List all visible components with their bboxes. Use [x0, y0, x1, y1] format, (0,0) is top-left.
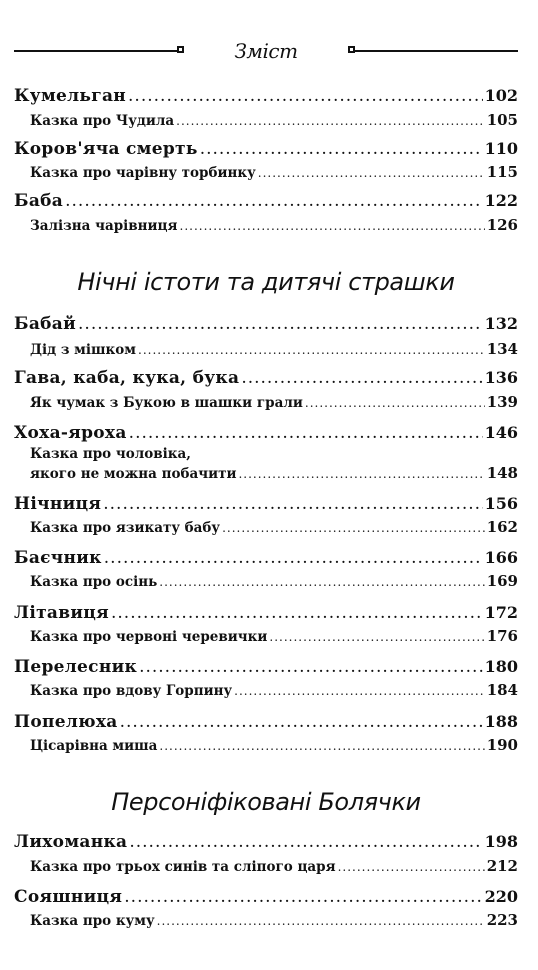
toc-subentry[interactable] — [14, 111, 518, 129]
entry-title: Гава, каба, кука, бука — [14, 368, 240, 388]
toc-subentry[interactable] — [14, 736, 518, 754]
dot-leader — [103, 494, 482, 514]
dot-leader — [104, 548, 483, 568]
toc-subentry[interactable] — [14, 393, 518, 411]
entry-page: 188 — [484, 712, 518, 731]
dot-leader — [139, 657, 483, 677]
entry-page: 110 — [484, 139, 518, 158]
dot-leader — [124, 887, 482, 907]
entry-title: Літавиця — [14, 603, 109, 623]
dot-leader — [241, 368, 482, 388]
entry-title: якого не можна побачити — [30, 466, 237, 482]
entry-title: Коров'яча смерть — [14, 139, 198, 159]
entry-page: 148 — [486, 464, 518, 482]
dot-leader — [159, 739, 484, 753]
entry-page: 136 — [484, 368, 518, 387]
toc-subentry[interactable] — [14, 464, 518, 482]
dot-leader — [138, 343, 485, 357]
entry-page: 126 — [486, 216, 518, 234]
entry-page: 132 — [484, 314, 518, 333]
left-ornament-rule — [14, 50, 182, 52]
toc-subentry[interactable] — [14, 857, 518, 875]
entry-page: 220 — [484, 887, 518, 906]
entry-title: Бабай — [14, 314, 77, 334]
ornament-square-icon — [177, 46, 184, 53]
entry-page: 190 — [486, 736, 518, 754]
entry-page: 223 — [486, 911, 518, 929]
toc-entry[interactable] — [14, 832, 518, 852]
toc-subentry[interactable] — [14, 572, 518, 590]
toc-subentry[interactable] — [14, 681, 518, 699]
entry-title: Хоха-яроха — [14, 423, 127, 443]
toc-subentry[interactable] — [14, 340, 518, 358]
toc-entry[interactable] — [14, 423, 518, 443]
toc-entry[interactable] — [14, 494, 518, 514]
dot-leader — [65, 191, 482, 211]
entry-page: 146 — [484, 423, 518, 442]
entry-page: 156 — [484, 494, 518, 513]
entry-page: 184 — [486, 681, 518, 699]
toc-entry[interactable] — [14, 603, 518, 623]
section-title: Нічні істоти та дитячі страшки — [77, 268, 455, 296]
entry-title: Казка про трьох синів та сліпого царя — [30, 859, 336, 875]
dot-leader — [111, 603, 483, 623]
entry-title: Казка про вдову Горпину — [30, 683, 233, 699]
dot-leader — [129, 423, 483, 443]
entry-title: Лихоманка — [14, 832, 128, 852]
entry-title: Дід з мішком — [30, 342, 136, 358]
toc-entry[interactable] — [14, 887, 518, 907]
entry-title: Казка про червоні черевички — [30, 629, 268, 645]
entry-title: Нічниця — [14, 494, 102, 514]
toc-entry[interactable] — [14, 712, 518, 732]
entry-title: Попелюха — [14, 712, 118, 732]
toc-subentry[interactable] — [14, 911, 518, 929]
entry-page: 122 — [484, 191, 518, 210]
entry-page: 166 — [484, 548, 518, 567]
dot-leader — [305, 396, 485, 410]
entry-title: Залізна чарівниця — [30, 218, 178, 234]
dot-leader — [78, 314, 483, 334]
toc-header — [14, 36, 518, 66]
dot-leader — [128, 86, 483, 106]
toc-subentry[interactable] — [14, 518, 518, 536]
dot-leader — [180, 219, 485, 233]
entry-title: Баєчник — [14, 548, 102, 568]
toc-entry[interactable] — [14, 657, 518, 677]
entry-title: Казка про язикату бабу — [30, 520, 221, 536]
dot-leader — [269, 630, 484, 644]
entry-title: Казка про осінь — [30, 574, 158, 590]
entry-title: Казка про Чудила — [30, 113, 175, 129]
dot-leader — [200, 139, 483, 159]
entry-page: 102 — [484, 86, 518, 105]
entry-page: 212 — [486, 857, 518, 875]
ornament-square-icon — [348, 46, 355, 53]
dot-leader — [258, 166, 485, 180]
toc-entry[interactable] — [14, 314, 518, 334]
dot-leader — [129, 832, 482, 852]
toc-entry[interactable] — [14, 139, 518, 159]
right-ornament-rule — [350, 50, 518, 52]
dot-leader — [157, 914, 485, 928]
toc-entry[interactable] — [14, 548, 518, 568]
dot-leader — [338, 860, 485, 874]
toc-subentry[interactable] — [14, 216, 518, 234]
dot-leader — [120, 712, 483, 732]
toc-subentry[interactable] — [14, 627, 518, 645]
entry-title: Сояшниця — [14, 887, 123, 907]
entry-page: 176 — [486, 627, 518, 645]
dot-leader — [234, 684, 485, 698]
entry-page: 162 — [486, 518, 518, 536]
dot-leader — [176, 114, 485, 128]
entry-page: 172 — [484, 603, 518, 622]
entry-page: 169 — [486, 572, 518, 590]
toc-entry[interactable] — [14, 86, 518, 106]
dot-leader — [222, 521, 485, 535]
section-title: Персоніфіковані Болячки — [111, 788, 421, 816]
entry-title: Як чумак з Букою в шашки грали — [30, 395, 303, 411]
dot-leader — [159, 575, 484, 589]
entry-title: Казка про чарівну торбинку — [30, 165, 256, 181]
dot-leader — [238, 467, 484, 481]
toc-subentry[interactable] — [14, 163, 518, 181]
toc-entry[interactable] — [14, 368, 518, 388]
entry-page: 180 — [484, 657, 518, 676]
entry-title: Перелесник — [14, 657, 138, 677]
entry-title: Баба — [14, 191, 64, 211]
entry-title: Цісарівна миша — [30, 738, 158, 754]
entry-page: 198 — [484, 832, 518, 851]
toc-entry[interactable] — [14, 191, 518, 211]
entry-page: 134 — [486, 340, 518, 358]
entry-title: Кумельган — [14, 86, 127, 106]
entry-page: 139 — [486, 393, 518, 411]
entry-title: Казка про куму — [30, 913, 155, 929]
entry-page: 105 — [486, 111, 518, 129]
entry-page: 115 — [486, 163, 518, 181]
toc-subentry-multiline-first: Казка про чоловіка, — [30, 446, 191, 462]
page-title: Зміст — [234, 39, 298, 63]
